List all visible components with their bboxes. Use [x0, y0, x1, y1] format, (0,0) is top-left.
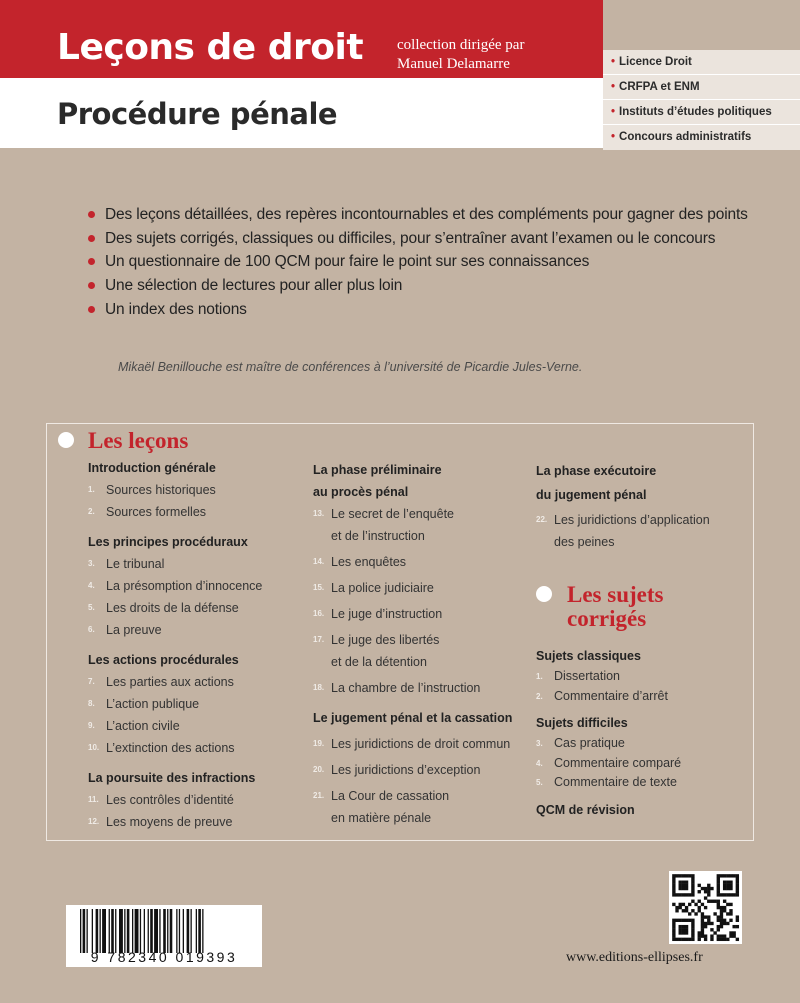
circle-icon	[58, 432, 74, 448]
barcode	[66, 905, 262, 967]
section-title: Les principes procéduraux	[88, 535, 248, 549]
list-item: 4. La présomption d’innocence	[88, 579, 263, 593]
section-title: La phase exécutoire du jugement pénal	[536, 464, 657, 502]
list-item: 1. Sources historiques	[88, 483, 216, 497]
list-item: 2. Sources formelles	[88, 505, 207, 519]
list-item: 18. La chambre de l’instruction	[313, 681, 481, 695]
section-title: Introduction générale	[88, 461, 216, 475]
section-title: Sujets difficiles	[536, 716, 628, 730]
feature-item: Des sujets corrigés, classiques ou difficiles, pour s’entraîner avant l’examen ou le concours	[88, 227, 748, 251]
section-title: La poursuite des infractions	[88, 771, 256, 785]
bullet-icon: •	[611, 131, 616, 143]
barcode-icon	[66, 909, 262, 953]
lecons-column-3	[536, 459, 746, 553]
list-item: 3. Le tribunal	[88, 557, 165, 571]
book-title: Procédure pénale	[57, 97, 338, 131]
list-item: 4. Commentaire comparé	[536, 755, 682, 770]
list-item: 17. Le juge des libertés et de la détention	[313, 633, 440, 669]
list-item: 19. Les juridictions de droit commun	[313, 737, 511, 751]
section-title: Les actions procédurales	[88, 653, 239, 667]
lecons-heading: Les leçons	[88, 428, 189, 453]
sujets-heading: Les sujets corrigés	[567, 582, 664, 631]
qr-code	[669, 871, 742, 944]
series-title: Leçons de droit	[57, 27, 364, 68]
list-item: 13. Le secret de l’enquête et de l’instruction	[313, 507, 455, 543]
section-title: La phase préliminaire au procès pénal	[313, 463, 442, 499]
section-title: Le jugement pénal et la cassation	[313, 711, 513, 725]
section-title: QCM de révision	[536, 802, 635, 817]
author-note: Mikaël Benillouche est maître de conférences à l’université de Picardie Jules-Verne.	[118, 360, 583, 374]
list-item: 16. Le juge d’instruction	[313, 607, 443, 621]
feature-item: Des leçons détaillées, des repères incontournables et des compléments pour gagner des points	[88, 203, 748, 227]
list-item: 21. La Cour de cassation en matière pénale	[313, 789, 450, 825]
list-item: 11. Les contrôles d’identité	[88, 793, 234, 807]
website-url: www.editions-ellipses.fr	[566, 950, 703, 965]
audience-item: • CRFPA et ENM	[603, 75, 800, 100]
circle-icon	[536, 586, 552, 602]
audience-item: • Concours administratifs	[611, 131, 752, 143]
sujets-list	[536, 645, 746, 821]
isbn-number: 9 782340 019393	[90, 949, 238, 965]
bullet-icon: •	[611, 81, 616, 93]
feature-item: Un questionnaire de 100 QCM pour faire le point sur ses connaissances	[88, 250, 748, 274]
list-item: 20. Les juridictions d’exception	[313, 763, 481, 777]
list-item: 12. Les moyens de preuve	[88, 815, 233, 829]
list-item: 8. L’action publique	[88, 697, 200, 711]
direction-line-2: Manuel Delamarre	[397, 56, 510, 72]
lecons-column-1	[88, 457, 288, 833]
list-item: 9. L’action civile	[88, 719, 180, 733]
collection-director	[397, 36, 524, 74]
direction-line-1: collection dirigée par	[397, 37, 525, 53]
lecons-column-2	[313, 459, 528, 829]
list-item: 15. La police judiciaire	[313, 581, 434, 595]
feature-item: Un index des notions	[88, 298, 748, 322]
list-item: 7. Les parties aux actions	[88, 675, 234, 689]
feature-list	[88, 203, 748, 322]
list-item: 5. Commentaire de texte	[536, 775, 677, 789]
audience-list	[603, 50, 800, 150]
audience-item: • Licence Droit	[603, 50, 800, 75]
bullet-icon: •	[611, 56, 616, 68]
list-item: 14. Les enquêtes	[313, 555, 407, 569]
list-item: 6. La preuve	[88, 623, 162, 637]
feature-item: Une sélection de lectures pour aller plus loin	[88, 274, 748, 298]
list-item: 3. Cas pratique	[536, 736, 625, 750]
list-item: 2. Commentaire d’arrêt	[536, 688, 668, 703]
list-item: 1. Dissertation	[536, 669, 620, 683]
bullet-icon: •	[611, 106, 616, 118]
list-item: 22. Les juridictions d’application des peines	[536, 513, 710, 549]
list-item: 5. Les droits de la défense	[88, 601, 239, 615]
qr-code-icon	[669, 871, 742, 944]
list-item: 10. L’extinction des actions	[88, 741, 235, 755]
section-title: Sujets classiques	[536, 649, 641, 663]
audience-item: • Instituts d’études politiques	[603, 100, 800, 125]
